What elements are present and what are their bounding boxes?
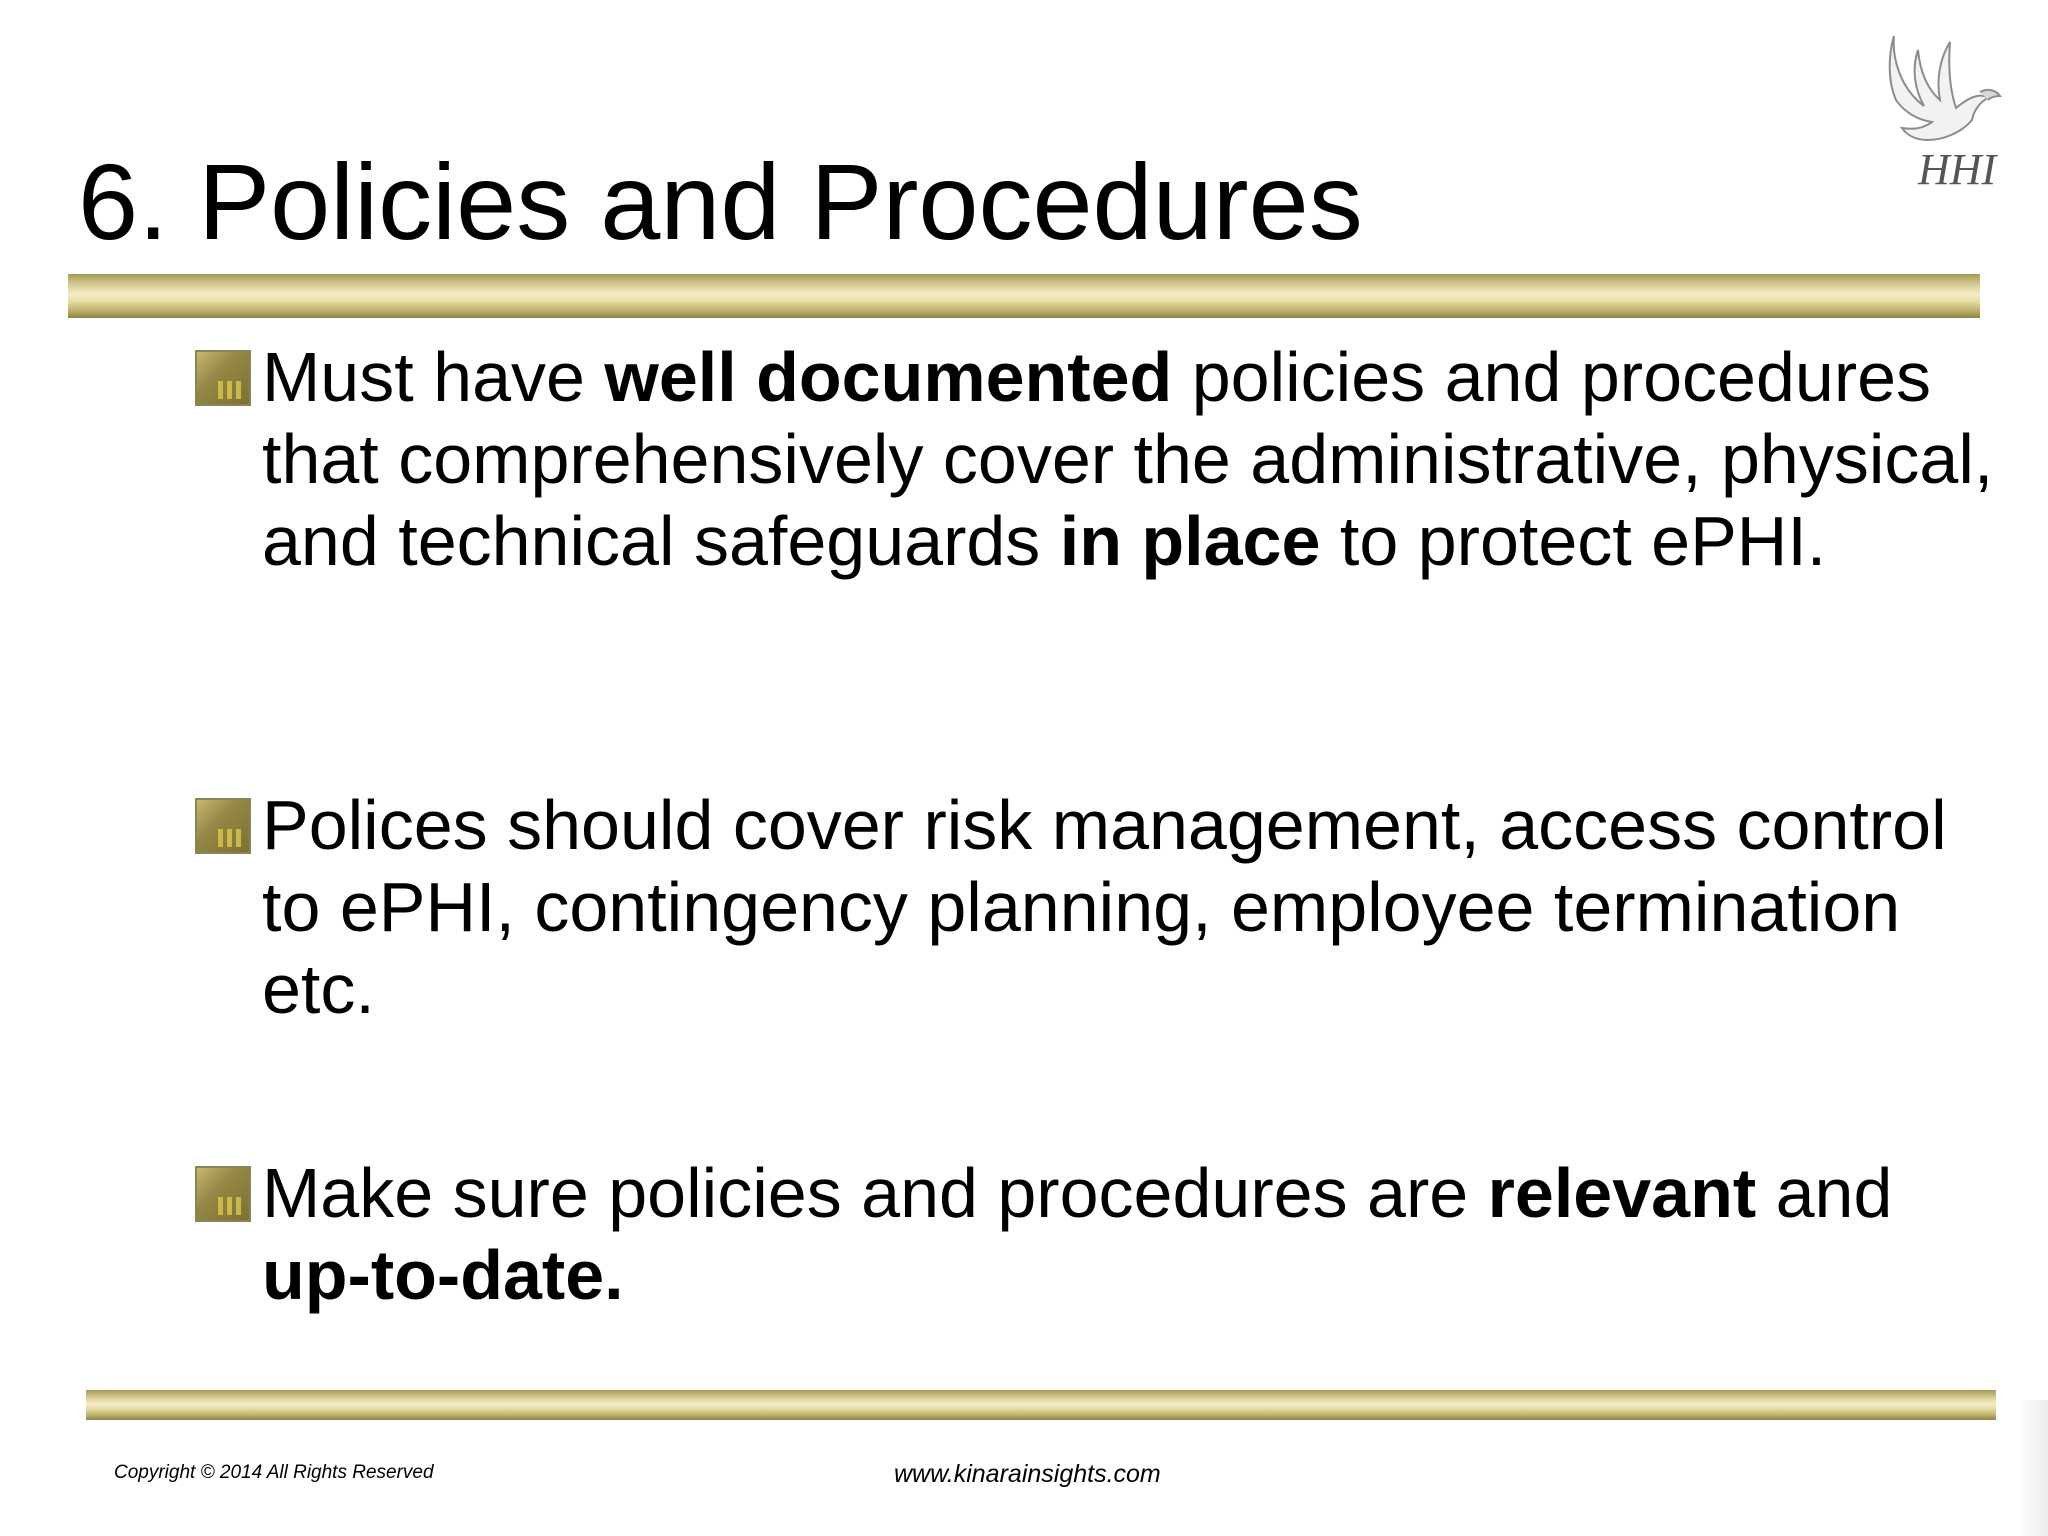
title-divider-bar <box>68 274 1980 318</box>
bullet-text: Must have <box>262 338 605 416</box>
bullet-item <box>262 1152 2002 1316</box>
bullet-square-icon <box>195 350 251 406</box>
bullet-bold-text: in place <box>1059 502 1321 580</box>
bullet-item <box>262 784 2002 1030</box>
bullet-text: Polices should cover risk management, access control to ePHI, contingency planning, employee termination etc. <box>262 786 1947 1028</box>
bullet-bold-text: up-to-date. <box>262 1236 624 1314</box>
dove-logo-icon <box>1884 28 2014 198</box>
slide-title: 6. Policies and Procedures <box>78 141 1363 262</box>
bullet-square-icon <box>195 798 251 854</box>
bullet-text: policies and procedures that comprehensively cover the administrative, physical, and technical safeguards <box>262 338 1994 580</box>
bullet-text: and <box>1756 1154 1893 1232</box>
website-text: www.kinarainsights.com <box>894 1460 1161 1488</box>
bullet-bold-text: well documented <box>604 338 1173 416</box>
copyright-text: Copyright © 2014 All Rights Reserved <box>114 1462 434 1483</box>
bullet-bold-text: relevant <box>1487 1154 1757 1232</box>
footer-divider-bar <box>86 1390 1996 1420</box>
bullet-square-icon <box>195 1166 251 1222</box>
bullet-text: Make sure policies and procedures are <box>262 1154 1488 1232</box>
bullet-item <box>262 336 2002 582</box>
hhi-logo <box>1884 28 2014 198</box>
logo-text: HHI <box>1918 145 1997 194</box>
bullet-text: to protect ePHI. <box>1320 502 1827 580</box>
page-edge-shadow <box>2018 1400 2048 1536</box>
